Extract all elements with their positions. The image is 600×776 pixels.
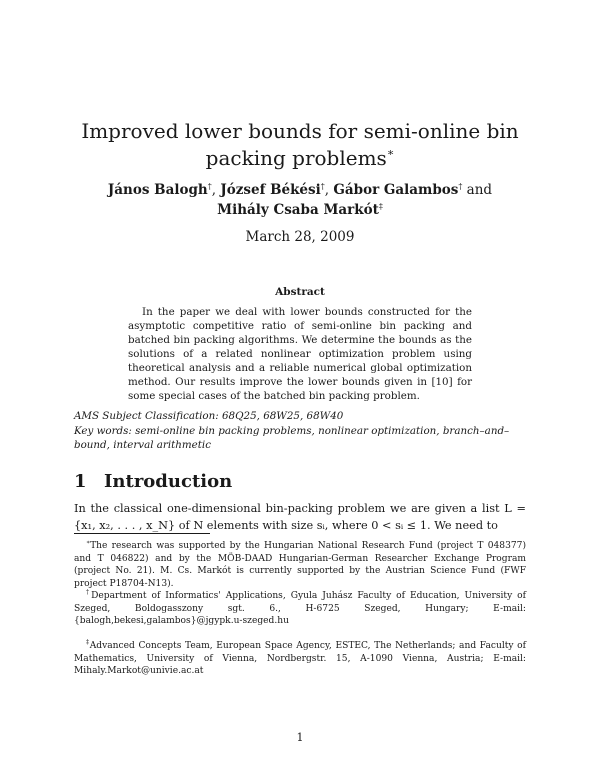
author-separator: , (324, 182, 334, 198)
author-separator: , (211, 182, 221, 198)
footnote-text: Department of Informatics' Applications, Gyula Juhász Faculty of Education, University of Szeged, Boldogasszony sgt. 6., H-6725 Szeged, Hungary; E-mail: {balogh,bekesi,galambos}@jgypk.u-szeged.hu (74, 591, 527, 627)
abstract-text: In the paper we deal with lower bounds constructed for the asymptotic competitive ratio of semi-online bin packing and batched bin packing algorithms. We determine the bounds as the solutions of a related nonlinear optimization problem using theoretical analysis and a reliable numerical global optimization method. Our results improve the lower bounds given in [10] for some special cases of the batched bin packing problem. (128, 306, 472, 402)
footnote-text: Advanced Concepts Team, European Space Agency, ESTEC, The Netherlands; and Faculty of Mathematics, University of Vienna, Nordbergstr. 15, A-1090 Vienna, Austria; E-mail: Mihaly.Markot@univie.ac.at (74, 641, 526, 677)
title-footnote-mark: ∗ (386, 146, 395, 159)
author-name: Mihály Csaba Markót (217, 202, 379, 218)
footnote-mark: ‡ (86, 639, 90, 646)
section-heading (74, 471, 232, 492)
footnote (74, 590, 526, 628)
footnote-mark: † (86, 589, 92, 596)
keywords: Key words: semi-online bin packing problems, nonlinear optimization, branch–and–bound, interval arithmetic (74, 425, 510, 451)
author-name: Gábor Galambos (333, 182, 459, 198)
paper-title: Improved lower bounds for semi-online bin packing problems∗ (81, 119, 519, 170)
author-list (80, 180, 520, 220)
section-number: 1 (74, 471, 87, 492)
author-name: János Balogh (107, 182, 208, 198)
abstract-heading: Abstract (275, 286, 325, 298)
author-affiliation-mark: ‡ (378, 202, 383, 211)
intro-paragraph: In the classical one-dimensional bin-packing problem we are given a list L = {x₁, x₂, . . . , x_N} of N elements with size sᵢ, where 0 < sᵢ ≤ 1. We need to (74, 502, 526, 532)
footnote-mark: ∗ (86, 539, 91, 546)
author-separator: and (462, 182, 493, 198)
footnote (74, 640, 526, 678)
author-affiliation-mark: † (207, 182, 212, 191)
page-number: 1 (296, 731, 304, 744)
ams-classification: AMS Subject Classification: 68Q25, 68W25, 68W40 (74, 410, 344, 422)
footnote-text: The research was supported by the Hungarian National Research Fund (project T 048377) and T 046822) and by the MÖB-DAAD Hungarian-German Researcher Exchange Program (project No. 21). M. Cs. Markót is currently supported by the Austrian Science Fund (FWF project P18704-N13). (74, 541, 526, 589)
publication-date: March 28, 2009 (245, 229, 355, 245)
author-affiliation-mark: † (458, 182, 463, 191)
author-name: József Békési (220, 182, 321, 198)
footnote-rule (74, 533, 210, 534)
section-title: Introduction (104, 471, 233, 492)
author-affiliation-mark: † (320, 182, 325, 191)
footnote (74, 540, 526, 590)
